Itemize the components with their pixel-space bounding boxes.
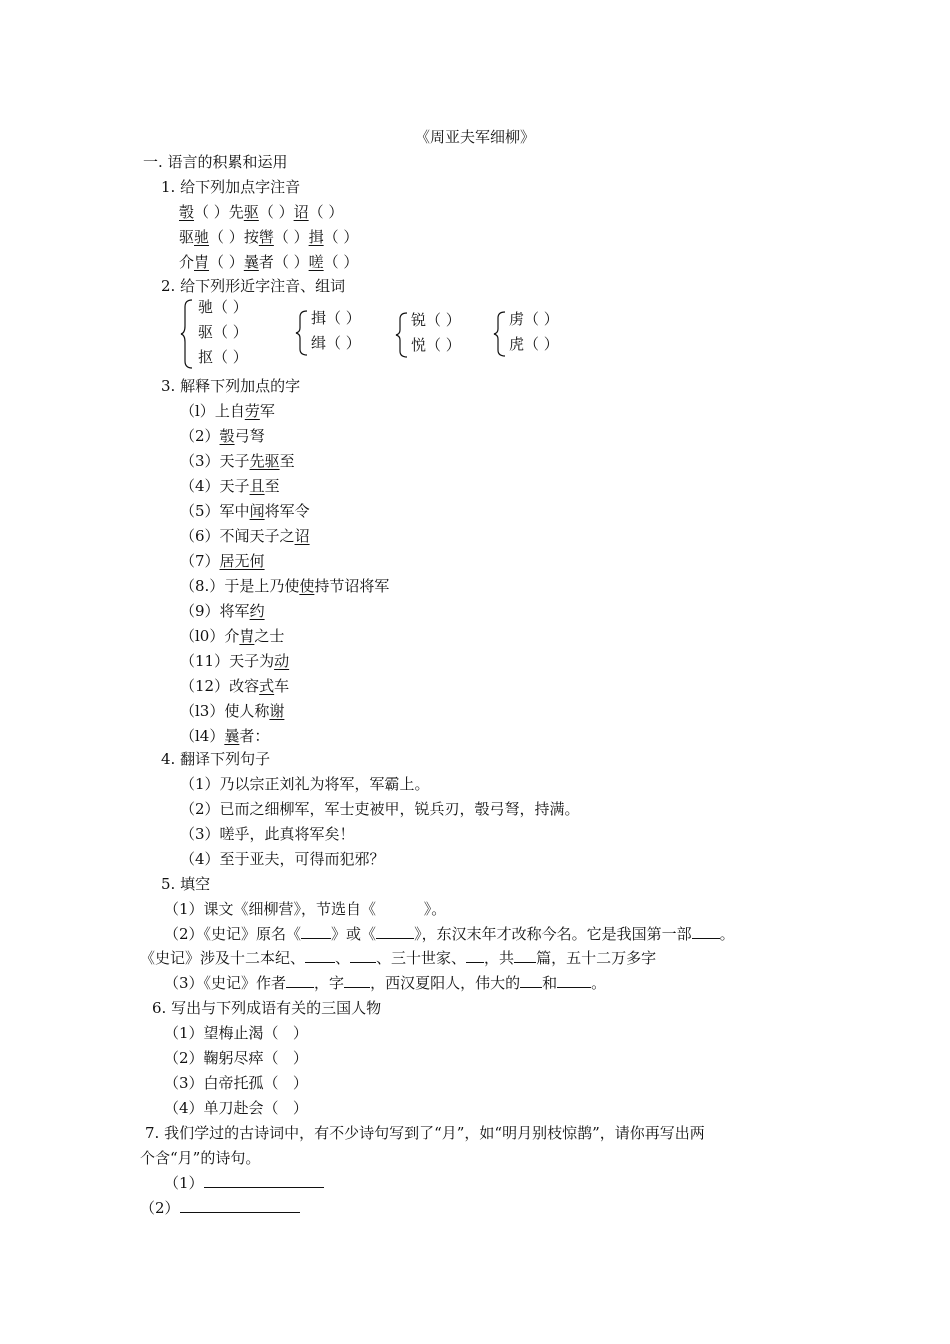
q7-question-line-1: 7. 我们学过的古诗词中，有不少诗句写到了“月”，如“明月别枝惊鹊”，请你再写出两 — [145, 1124, 705, 1142]
q2-heading: 2. 给下列形近字注音、组词 — [161, 277, 346, 295]
q3-item: （6）不闻天子之诏 — [180, 527, 310, 545]
q3-item: （l3）使人称谢 — [180, 702, 285, 720]
group-item: 锐（ ） — [411, 311, 461, 329]
group-item: 揖（ ） — [311, 309, 361, 327]
q5-line-4: （3）《史记》作者 ，字 ，西汉夏阳人，伟大的 和 。 — [164, 974, 607, 992]
q5-line-3: 《史记》涉及十二本纪、 、 、三十世家、 ，共 篇，五十二万多字 — [140, 949, 657, 967]
q3-heading: 3. 解释下列加点的字 — [161, 377, 301, 395]
q5-line-2: （2）《史记》原名《 》或《 》，东汉末年才改称今名。它是我国第一部 。 — [164, 925, 735, 943]
group-item: 悦（ ） — [411, 336, 461, 354]
brace-icon — [295, 310, 309, 356]
brace-icon — [493, 311, 507, 357]
q5-heading: 5. 填空 — [161, 875, 211, 893]
q3-item: （8.）于是上乃使使持节诏将军 — [180, 577, 390, 595]
q4-heading: 4. 翻译下列句子 — [161, 750, 271, 768]
q3-item: （l）上自劳军 — [180, 402, 275, 420]
q7-answer-2: （2） — [140, 1198, 300, 1218]
section-heading: 一. 语言的积累和运用 — [143, 153, 288, 171]
group-item: 驱（ ） — [198, 323, 248, 341]
group-item: 抠（ ） — [198, 348, 248, 366]
q1-row-3: 介胄（ ）曩者（ ）嗟（ ） — [179, 253, 359, 271]
q3-item: （7）居无何 — [180, 552, 265, 570]
q5-line-1: （1）课文《细柳营》，节选自《 》。 — [164, 900, 447, 918]
q3-item: （4）天子且至 — [180, 477, 280, 495]
q3-item: （5）军中闻将军令 — [180, 502, 310, 520]
q1-row-1: 彀（ ）先驱（ ）诏（ ） — [179, 203, 344, 221]
q3-item: （11）天子为动 — [180, 652, 290, 670]
q6-heading: 6. 写出与下列成语有关的三国人物 — [152, 999, 382, 1017]
q3-item: （l4）曩者： — [180, 727, 270, 745]
q1-heading: 1. 给下列加点字注音 — [161, 178, 301, 196]
group-item: 虏（ ） — [509, 310, 559, 328]
q6-item: （1）望梅止渴（ ） — [164, 1024, 308, 1042]
q4-item: （3）嗟乎，此真将军矣！ — [180, 825, 355, 843]
q4-item: （1）乃以宗正刘礼为将军，军霸上。 — [180, 775, 430, 793]
q3-item: （l0）介胄之士 — [180, 627, 285, 645]
q6-item: （4）单刀赴会（ ） — [164, 1099, 308, 1117]
group-item: 驰（ ） — [198, 298, 248, 316]
q4-item: （4）至于亚夫，可得而犯邪？ — [180, 850, 385, 868]
group-item: 虎（ ） — [509, 335, 559, 353]
brace-icon — [180, 299, 194, 369]
group-item: 缉（ ） — [311, 334, 361, 352]
brace-icon — [395, 312, 409, 358]
q3-item: （9）将军约 — [180, 602, 265, 620]
q6-item: （3）白帝托孤（ ） — [164, 1074, 308, 1092]
q3-item: （3）天子先驱至 — [180, 452, 295, 470]
q6-item: （2）鞠躬尽瘁（ ） — [164, 1049, 308, 1067]
q3-item: （12）改容式车 — [180, 677, 290, 695]
page-title: 《周亚夫军细柳》 — [414, 128, 535, 146]
q4-item: （2）已而之细柳军，军士吏被甲，锐兵刃，彀弓弩，持满。 — [180, 800, 580, 818]
q7-answer-1: （1） — [164, 1173, 324, 1193]
q1-row-2: 驱驰（ ）按辔（ ）揖（ ） — [179, 228, 359, 246]
q7-question-line-2: 个含“月”的诗句。 — [140, 1149, 261, 1167]
q3-item: （2）彀弓弩 — [180, 427, 265, 445]
